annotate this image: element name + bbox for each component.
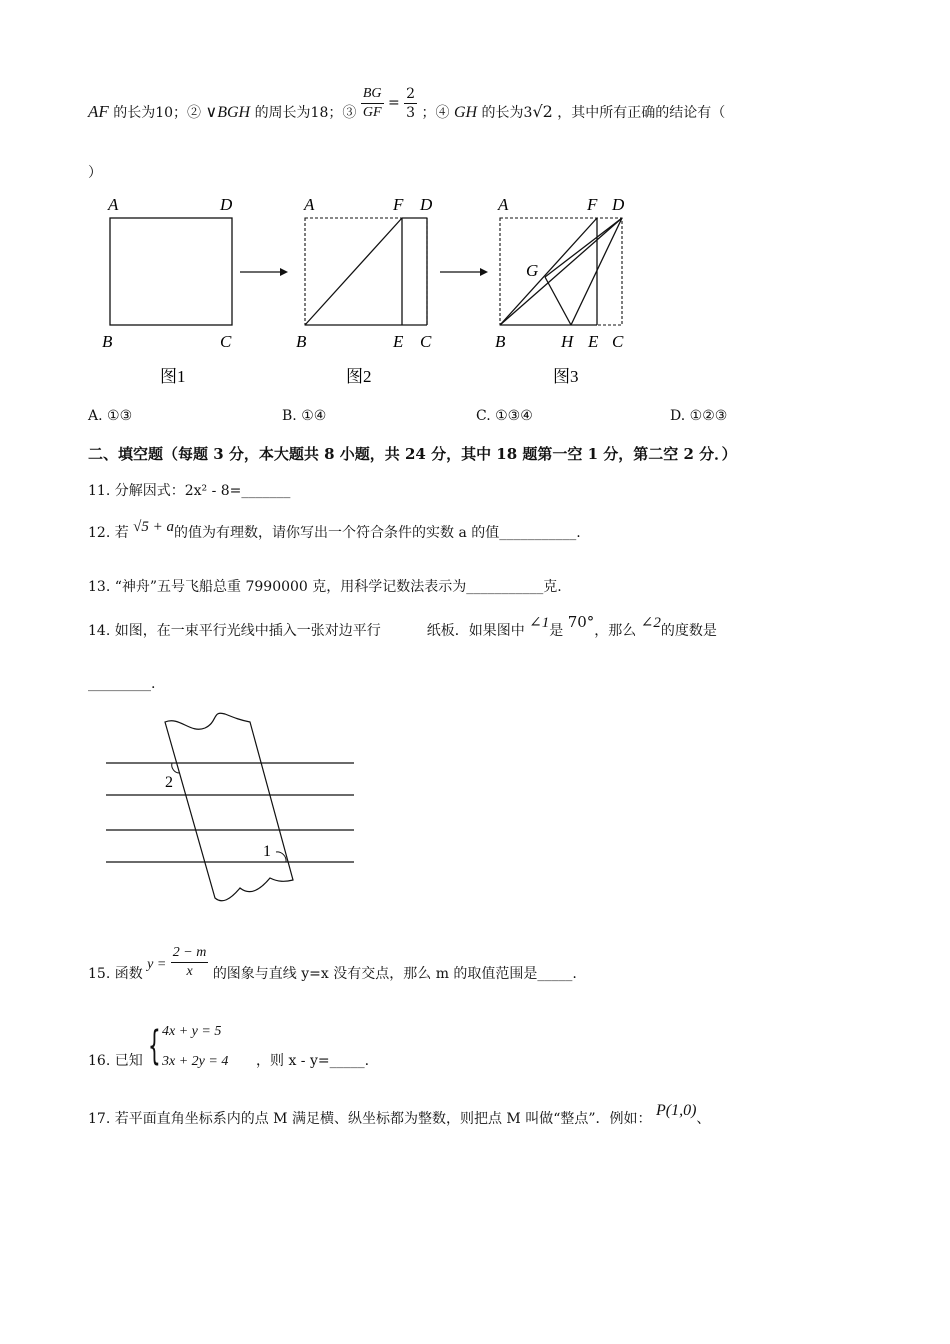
q10-bgh-triangle: ∨BGH [205, 104, 251, 121]
fig1-label-c: C [220, 332, 232, 351]
fig2-fold-bf [305, 218, 402, 325]
fig3-caption: 图3 [553, 367, 579, 386]
fig3-label-a: A [498, 195, 509, 214]
fig1-square [110, 218, 232, 325]
figure-2 [296, 195, 433, 386]
fig3-label-e: E [588, 332, 599, 351]
q10-tail: ，其中所有正确的结论有（ [557, 105, 726, 121]
q12-expression: √5 + a [133, 519, 175, 535]
q10-af: AF [88, 102, 109, 121]
q11: 11. 分解因式：2x² - 8=_______ [88, 483, 291, 499]
section-2-title: 二、填空题（每题 3 分，本大题共 8 小题，共 24 分，其中 18 题第一空 1 分，第二空 2 分．） [88, 445, 737, 463]
fig2-label-e: E [393, 332, 404, 351]
q10-gh: GH [453, 104, 478, 121]
angle-2-label: 2 [165, 774, 173, 791]
figure-1 [102, 195, 233, 386]
q14-angle-1: ∠1 [529, 615, 550, 631]
q10-line1 [88, 76, 725, 126]
q10-ratio-fraction: $\frac{BG}{GF}$ [362, 85, 382, 120]
fig2-label-f: F [393, 195, 404, 214]
fig2-dashed-square [305, 218, 427, 325]
q14-answer-blank: _________. [88, 676, 156, 692]
angle-1-label: 1 [263, 843, 271, 860]
figure-3 [495, 195, 625, 386]
q15-fraction: $\frac{2 - m}{x}$ [172, 944, 207, 979]
fig3-label-b: B [495, 332, 506, 351]
q15: 15. 函数 y = $\frac{2 - m}{x}$ 的图象与直线 y=x 没有交点，那么 m 的取值范围是_____. [88, 944, 577, 982]
fig2-label-a: A [304, 195, 315, 214]
q17: 17. 若平面直角坐标系内的点 M 满足横、纵坐标都为整数，则把点 M 叫做“整点”．例如： P(1,0)、 [88, 1102, 711, 1127]
q10-equals: = [387, 95, 400, 111]
fig3-label-f: F [587, 195, 598, 214]
fig2-label-d: D [420, 195, 433, 214]
q14: 14. 如图，在一束平行光线中插入一张对边平行 纸板．如果图中 ∠1是 70°，那么 ∠2的度数是 [88, 613, 717, 639]
q13: 13. “神舟”五号飞船总重 7990000 克，用科学记数法表示为___________克. [88, 579, 562, 595]
fig3-label-h: H [561, 332, 574, 351]
q10-option-b[interactable]: B. ①④ [282, 408, 327, 424]
q10-text-part2: 的周长为18；③ [254, 105, 357, 121]
q10-value-fraction: $\frac{2}{3}$ [406, 85, 416, 121]
fig1-caption: 图1 [160, 367, 186, 386]
q10-figures [90, 190, 650, 390]
fig2-caption: 图2 [346, 367, 372, 386]
q10-sqrt2: √2 [532, 102, 553, 121]
fig3-label-c: C [612, 332, 624, 351]
fig2-label-b: B [296, 332, 307, 351]
q14-angle-2: ∠2 [640, 615, 661, 631]
fig2-label-c: C [420, 332, 432, 351]
q10-sep: ；④ [421, 105, 450, 121]
q16-eq2: 3x + 2y = 4 [162, 1054, 229, 1069]
arrow-1 [240, 268, 288, 276]
paper-strip [165, 713, 293, 901]
fig1-label-b: B [102, 332, 113, 351]
fig1-label-d: D [220, 195, 233, 214]
q16-eq1: 4x + y = 5 [162, 1024, 222, 1039]
q14-figure [100, 710, 360, 910]
fig3-line-gh [545, 277, 571, 325]
q12: 12. 若 √5 + a的值为有理数，请你写出一个符合条件的实数 a 的值___________. [88, 519, 581, 541]
q14-degree: 70° [567, 613, 595, 631]
q17-point: P(1,0) [655, 1102, 697, 1119]
fig3-line-bd [500, 218, 622, 325]
fig3-line-gd [545, 218, 622, 277]
q15-y-equals: y = [147, 957, 167, 972]
q10-option-a[interactable]: A. ①③ [88, 408, 133, 424]
q10-option-c[interactable]: C. ①③④ [476, 408, 533, 424]
arrow-2 [440, 268, 488, 276]
angle-1-arc [276, 852, 286, 862]
q10-option-d[interactable]: D. ①②③ [670, 408, 728, 424]
q10-close-paren: ） [88, 165, 102, 181]
fig3-label-g: G [526, 261, 539, 280]
q10-text-part1: 的长为10；② [113, 105, 202, 121]
fig3-label-d: D [612, 195, 625, 214]
q10-gh-length: 的长为3 [481, 105, 533, 121]
fig1-label-a: A [108, 195, 119, 214]
